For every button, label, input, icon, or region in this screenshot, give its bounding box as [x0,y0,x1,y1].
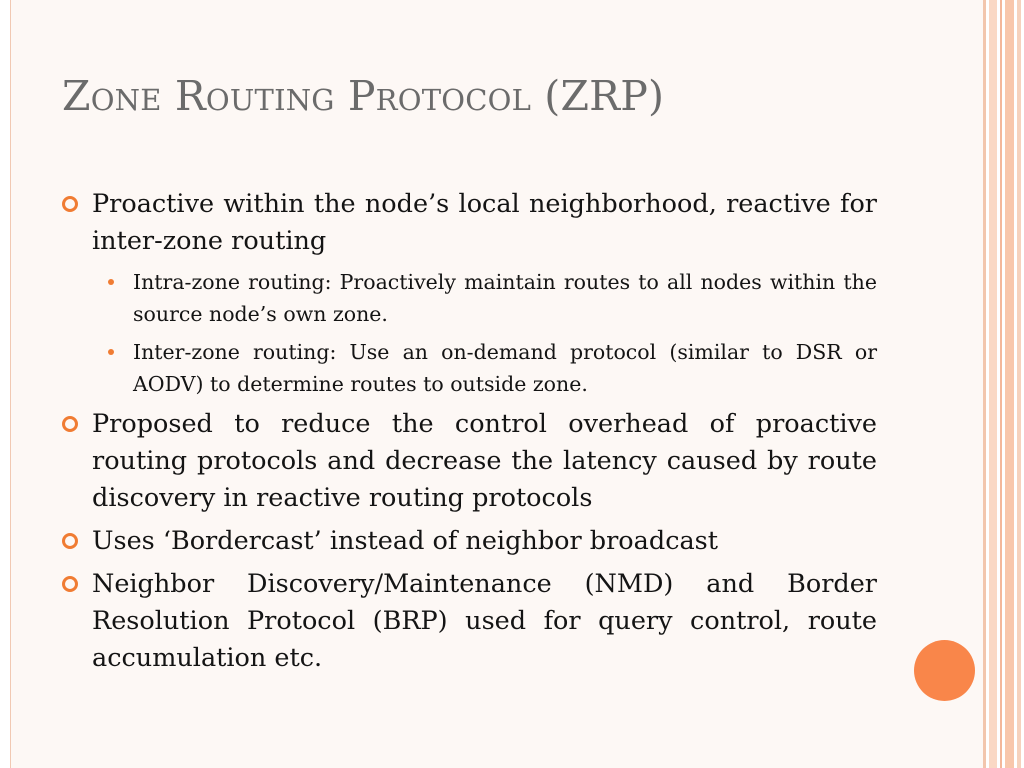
sub-bullet-text: Intra-zone routing: Proactively maintain routes to all nodes within the source node’s own zone. [133,270,877,326]
bullet-item [62,406,877,517]
stripe [983,0,986,768]
ring-bullet-icon [62,533,78,549]
slide-title: Zone Routing Protocol (ZRP) [62,72,665,120]
bullet-text: Uses ‘Bordercast’ instead of neighbor broadcast [92,526,719,556]
bullet-item [62,523,877,560]
slide-content [62,186,877,683]
stripe [1017,0,1021,768]
bullet-item [62,566,877,677]
ring-bullet-icon [62,416,78,432]
sub-bullet-item [62,266,877,330]
decorative-circle [914,640,975,701]
sub-bullet-item [62,336,877,400]
stripe [1005,0,1014,768]
stripe [989,0,997,768]
dot-bullet-icon [108,349,114,355]
stripe [1000,0,1002,768]
bullet-text: Proactive within the node’s local neighborhood, reactive for inter-zone routing [92,189,877,256]
ring-bullet-icon [62,576,78,592]
ring-bullet-icon [62,196,78,212]
bullet-text: Proposed to reduce the control overhead of proactive routing protocols and decrease the latency caused by route discovery in reactive routing protocols [92,409,877,513]
sub-bullet-list [92,266,877,400]
dot-bullet-icon [108,279,114,285]
decorative-stripes [983,0,1024,768]
sub-bullet-text: Inter-zone routing: Use an on-demand protocol (similar to DSR or AODV) to determine routes to outside zone. [133,340,877,396]
bullet-item [62,186,877,260]
bullet-text: Neighbor Discovery/Maintenance (NMD) and Border Resolution Protocol (BRP) used for query control, route accumulation etc. [92,569,877,673]
